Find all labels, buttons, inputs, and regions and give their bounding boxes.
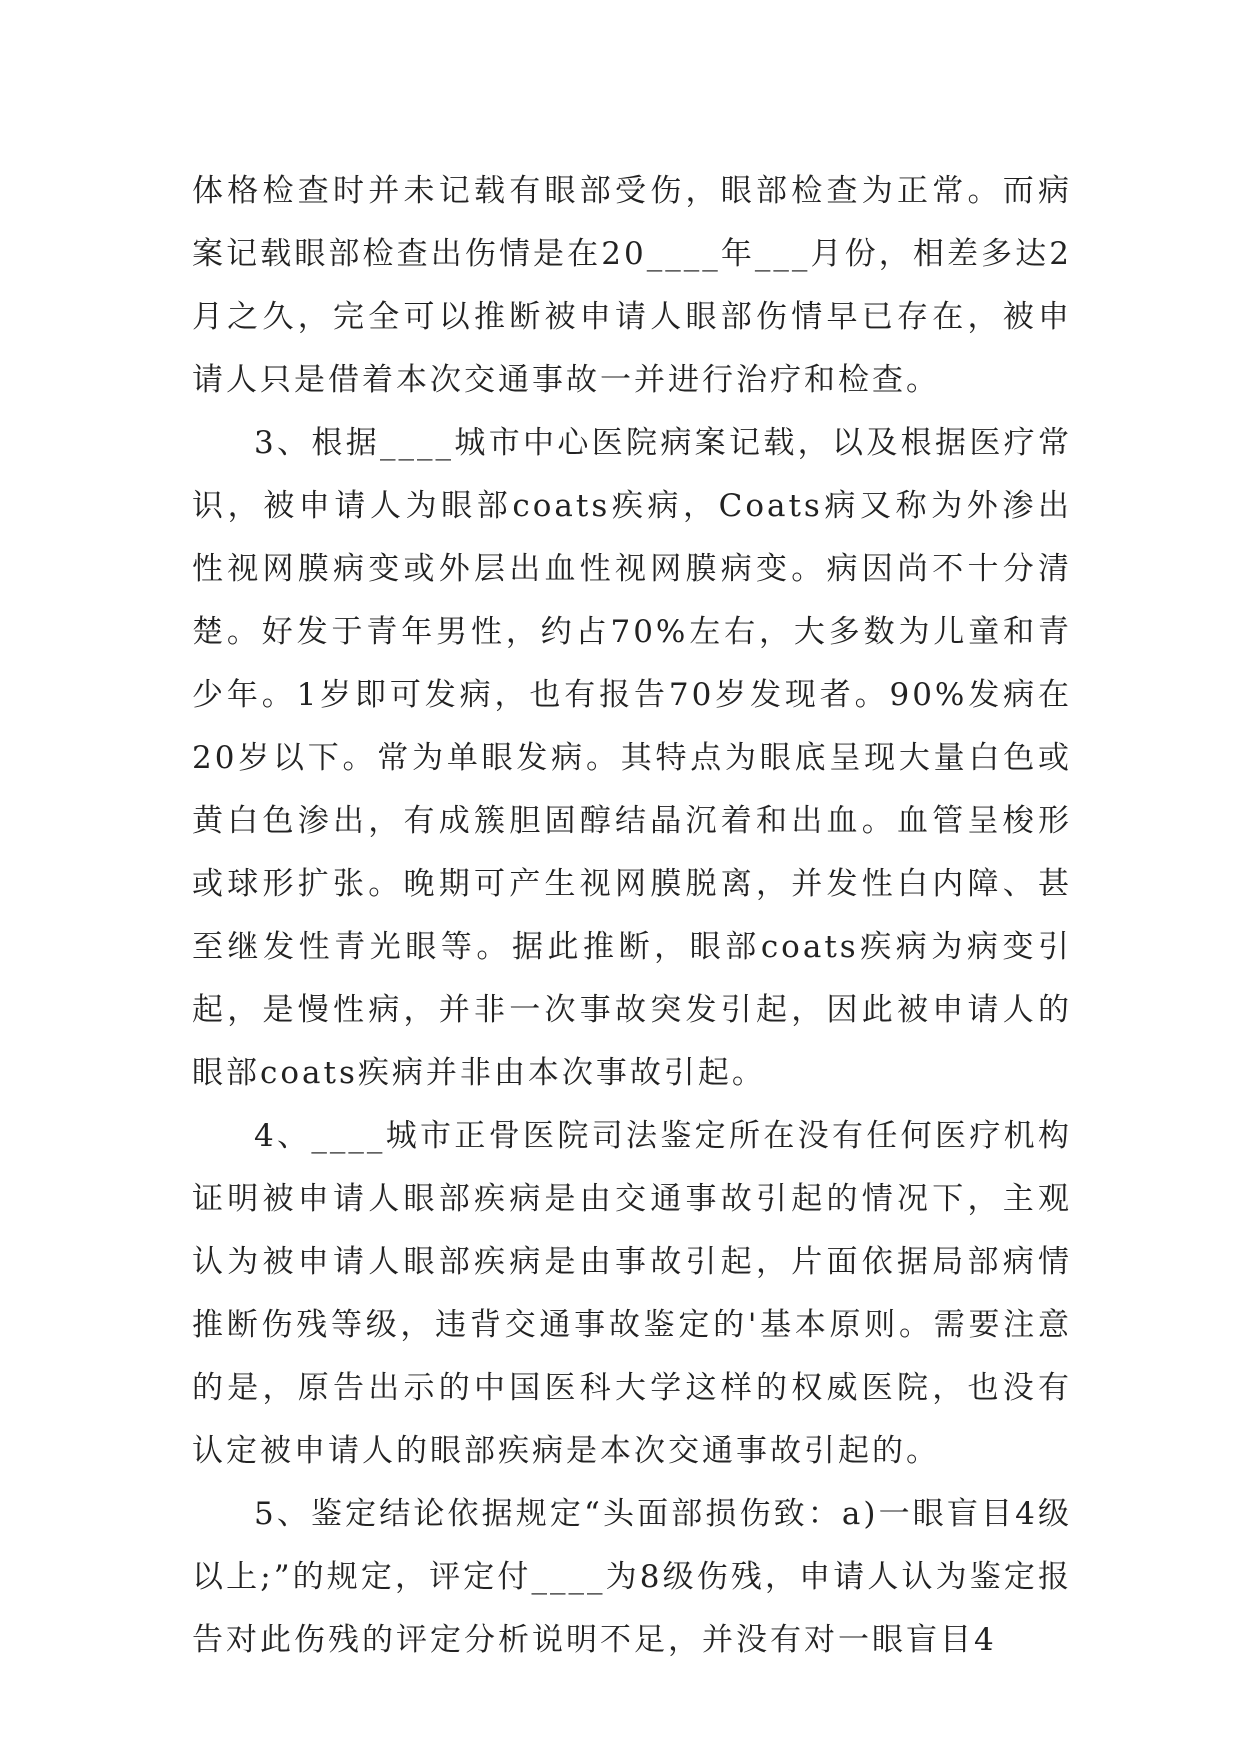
paragraph-5-appraisal-conclusion: 5、鉴定结论依据规定“头面部损伤致：a)一眼盲目4级以上;”的规定，评定付____为8级伤残，申请人认为鉴定报告对此伤残的评定分析说明不足，并没有对一眼盲目4 [192,1496,1072,1658]
paragraph-medical-record: 体格检查时并未记载有眼部受伤，眼部检查为正常。而病案记载眼部检查出伤情是在20____年___月份，相差多达2月之久，完全可以推断被申请人眼部伤情早已存在，被申请人只是借着本次交通事故一并进行治疗和检查。 [192,173,1072,398]
paragraph-4-forensic-institute: 4、____城市正骨医院司法鉴定所在没有任何医疗机构证明被申请人眼部疾病是由交通事故引起的情况下，主观认为被申请人眼部疾病是由事故引起，片面依据局部病情推断伤残等级，违背交通事故鉴定的'基本原则。需要注意的是，原告出示的中国医科大学这样的权威医院，也没有认定被申请人的眼部疾病是本次交通事故引起的。 [192,1118,1072,1469]
paragraph-3-coats-disease: 3、根据____城市中心医院病案记载，以及根据医疗常识，被申请人为眼部coats疾病，Coats病又称为外渗出性视网膜病变或外层出血性视网膜病变。病因尚不十分清楚。好发于青年男性，约占70%左右，大多数为儿童和青少年。1岁即可发病，也有报告70岁发现者。90%发病在20岁以下。常为单眼发病。其特点为眼底呈现大量白色或黄白色渗出，有成簇胆固醇结晶沉着和出血。血管呈梭形或球形扩张。晚期可产生视网膜脱离，并发性白内障、甚至继发性青光眼等。据此推断，眼部coats疾病为病变引起，是慢性病，并非一次事故突发引起，因此被申请人的眼部coats疾病并非由本次事故引起。 [192,425,1072,1091]
document-body [192,160,1072,1672]
